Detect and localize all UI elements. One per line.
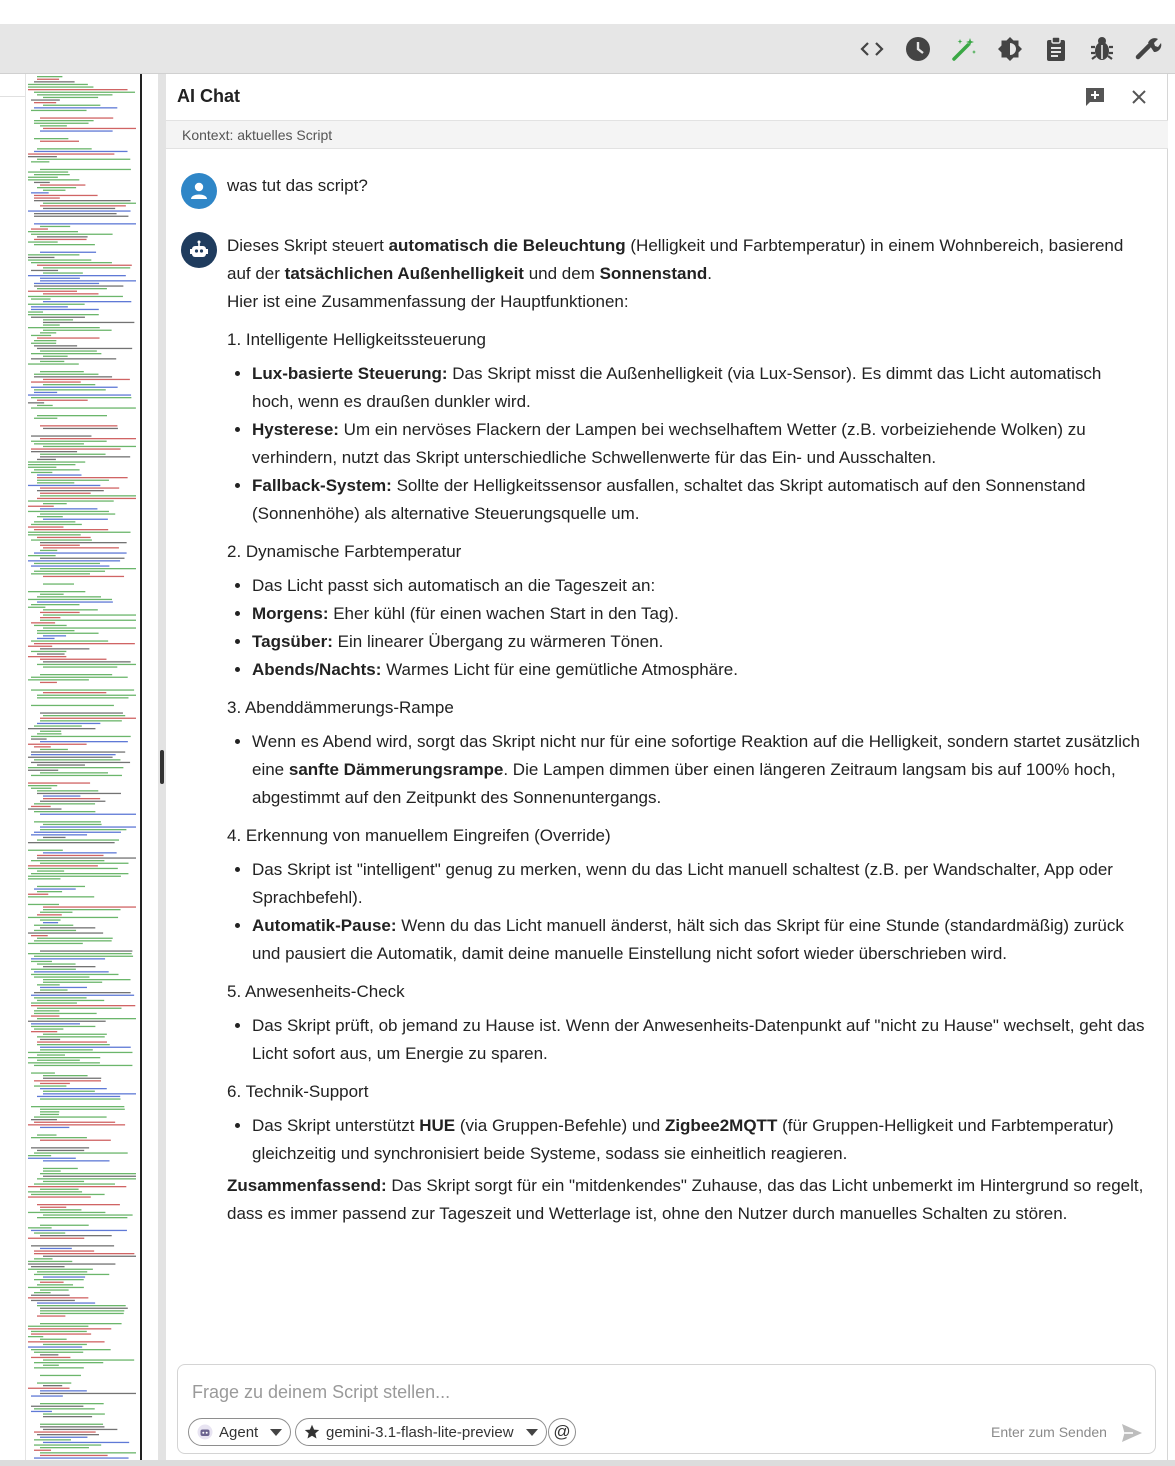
history-icon[interactable] [901,32,935,66]
chat-header [166,74,1168,120]
section-heading-3: 3. Abenddämmerungs-Rampe [227,698,454,717]
window-top-margin [0,0,1175,24]
minimap-scroll-track[interactable] [140,74,158,1460]
context-label: Kontext: aktuelles Script [182,127,333,143]
send-hint: Enter zum Senden [991,1424,1107,1440]
bug-icon[interactable] [1085,32,1119,66]
list-item: • Das Skript unterstützt HUE (via Gruppen-Befehle) und Zigbee2MQTT (für Gruppen-Helligkeit und Farbtemperatur) gleichzeitig und synchronisiert beide Systeme, sodass sie einheitlich reagieren. [252,1112,1147,1168]
star-icon [304,1424,320,1440]
section-heading-6: 6. Technik-Support [227,1082,369,1101]
add-comment-icon [1084,86,1106,108]
send-icon[interactable] [1120,1421,1144,1445]
section-heading-4: 4. Erkennung von manuellem Eingreifen (Override) [227,826,611,845]
chat-title: AI Chat [177,86,240,106]
list-item: • Automatik-Pause: Wenn du das Licht manuell änderst, hält sich das Skript für eine Stunde (standardmäßig) zurück und pausiert die Automatik, damit deine manuelle Einstellung nicht sofort wieder überschrieben wird. [252,912,1147,968]
ai-chat-panel [166,74,1168,1460]
chat-input-box [177,1364,1156,1454]
section-list-1 [227,360,1147,528]
section-list-6 [227,1112,1147,1168]
wrench-icon[interactable] [1131,32,1165,66]
section-heading-5: 5. Anwesenheits-Check [227,982,405,1001]
section-heading-2: 2. Dynamische Farbtemperatur [227,542,462,561]
toolbar-icon-group [855,24,1165,74]
bot-avatar [181,232,217,268]
agent-mode-select[interactable] [188,1418,291,1446]
section-list-5 [227,1012,1147,1068]
section-list-2 [227,572,1147,684]
person-icon [188,180,210,202]
list-item: • Abends/Nachts: Warmes Licht für eine gemütliche Atmosphäre. [252,656,1147,684]
list-item: • Wenn es Abend wird, sorgt das Skript nicht nur für eine sofortige Reaktion auf die Helligkeit, sondern startet zusätzlich eine sanfte Dämmerungsrampe. Die Lampen dimmen über einen längeren Zeitraum langsam bis auf 100% hoch, abgestimmt auf den Zeitpunkt des Sonnenuntergangs. [252,728,1147,812]
model-label: gemini-3.1-flash-lite-preview [326,1423,514,1441]
list-item: • Morgens: Eher kühl (für einen wachen Start in den Tag). [252,600,1147,628]
editor-toolbar [0,24,1175,74]
window-bottom-edge [0,1460,1175,1466]
code-editor-pane [0,74,160,1460]
list-item: • Hysterese: Um ein nervöses Flackern der Lampen bei wechselhaftem Wetter (z.B. vorbeiziehende Wolken) zu verhindern, nutzt das Skript unterschiedliche Schwellenwerte für das Ein- und Ausschalten. [252,416,1147,472]
splitter-grip[interactable] [160,750,164,784]
robot-icon [188,239,210,261]
context-bar [166,120,1168,149]
bot-summary-intro: Hier ist eine Zusammenfassung der Hauptfunktionen: [227,292,629,311]
pane-splitter[interactable] [158,74,166,1460]
theme-icon[interactable] [993,32,1027,66]
clipboard-icon[interactable] [1039,32,1073,66]
code-minimap[interactable] [25,74,140,1460]
bot-message [227,232,1147,1228]
chevron-down-icon [270,1429,282,1436]
bot-conclusion: Zusammenfassend: Das Skript sorgt für ein "mitdenkendes" Zuhause, das das Licht unbemerkt im Hintergrund so regelt, dass es immer passend zur Tageszeit und Wetterlage ist, ohne den Nutzer durch manuelles Schalten zu stören. [227,1176,1144,1223]
editor-gutter [0,74,25,1460]
agent-mode-label: Agent [219,1423,259,1441]
mention-button[interactable]: @ [548,1418,576,1446]
close-chat-button[interactable] [1126,84,1152,110]
list-item: • Fallback-System: Sollte der Helligkeitssensor ausfallen, schaltet das Skript automatisch auf den Sonnenstand (Sonnenhöhe) als alternative Steuerungsquelle um. [252,472,1147,528]
list-item: • Lux-basierte Steuerung: Das Skript misst die Außenhelligkeit (via Lux-Sensor). Es dimmt das Licht automatisch hoch, wenn es draußen dunkler wird. [252,360,1147,416]
magic-wand-icon[interactable] [947,32,981,66]
chat-input[interactable] [192,1377,1132,1407]
message-list [166,149,1168,1359]
code-icon[interactable] [855,32,889,66]
section-heading-1: 1. Intelligente Helligkeitssteuerung [227,330,486,349]
close-icon [1128,86,1150,108]
new-chat-button[interactable] [1082,84,1108,110]
model-select[interactable] [295,1418,547,1446]
list-item: • Das Skript prüft, ob jemand zu Hause ist. Wenn der Anwesenheits-Datenpunkt auf "nicht zu Hause" wechselt, geht das Licht sofort aus, um Energie zu sparen. [252,1012,1147,1068]
user-message: was tut das script? [227,176,368,195]
chevron-down-icon [526,1429,538,1436]
robot-icon [197,1424,213,1440]
list-item: • Das Skript ist "intelligent" genug zu merken, wenn du das Licht manuell schaltest (z.B. per Wandschalter, App oder Sprachbefehl). [252,856,1147,912]
section-list-4 [227,856,1147,968]
bot-intro: Dieses Skript steuert automatisch die Beleuchtung (Helligkeit und Farbtemperatur) in einem Wohnbereich, basierend auf der tatsächlichen Außenhelligkeit und dem Sonnenstand. [227,236,1124,283]
section-list-3 [227,728,1147,812]
user-avatar [181,173,217,209]
list-item: • Tagsüber: Ein linearer Übergang zu wärmeren Tönen. [252,628,1147,656]
list-item: • Das Licht passt sich automatisch an die Tageszeit an: [252,572,1147,600]
